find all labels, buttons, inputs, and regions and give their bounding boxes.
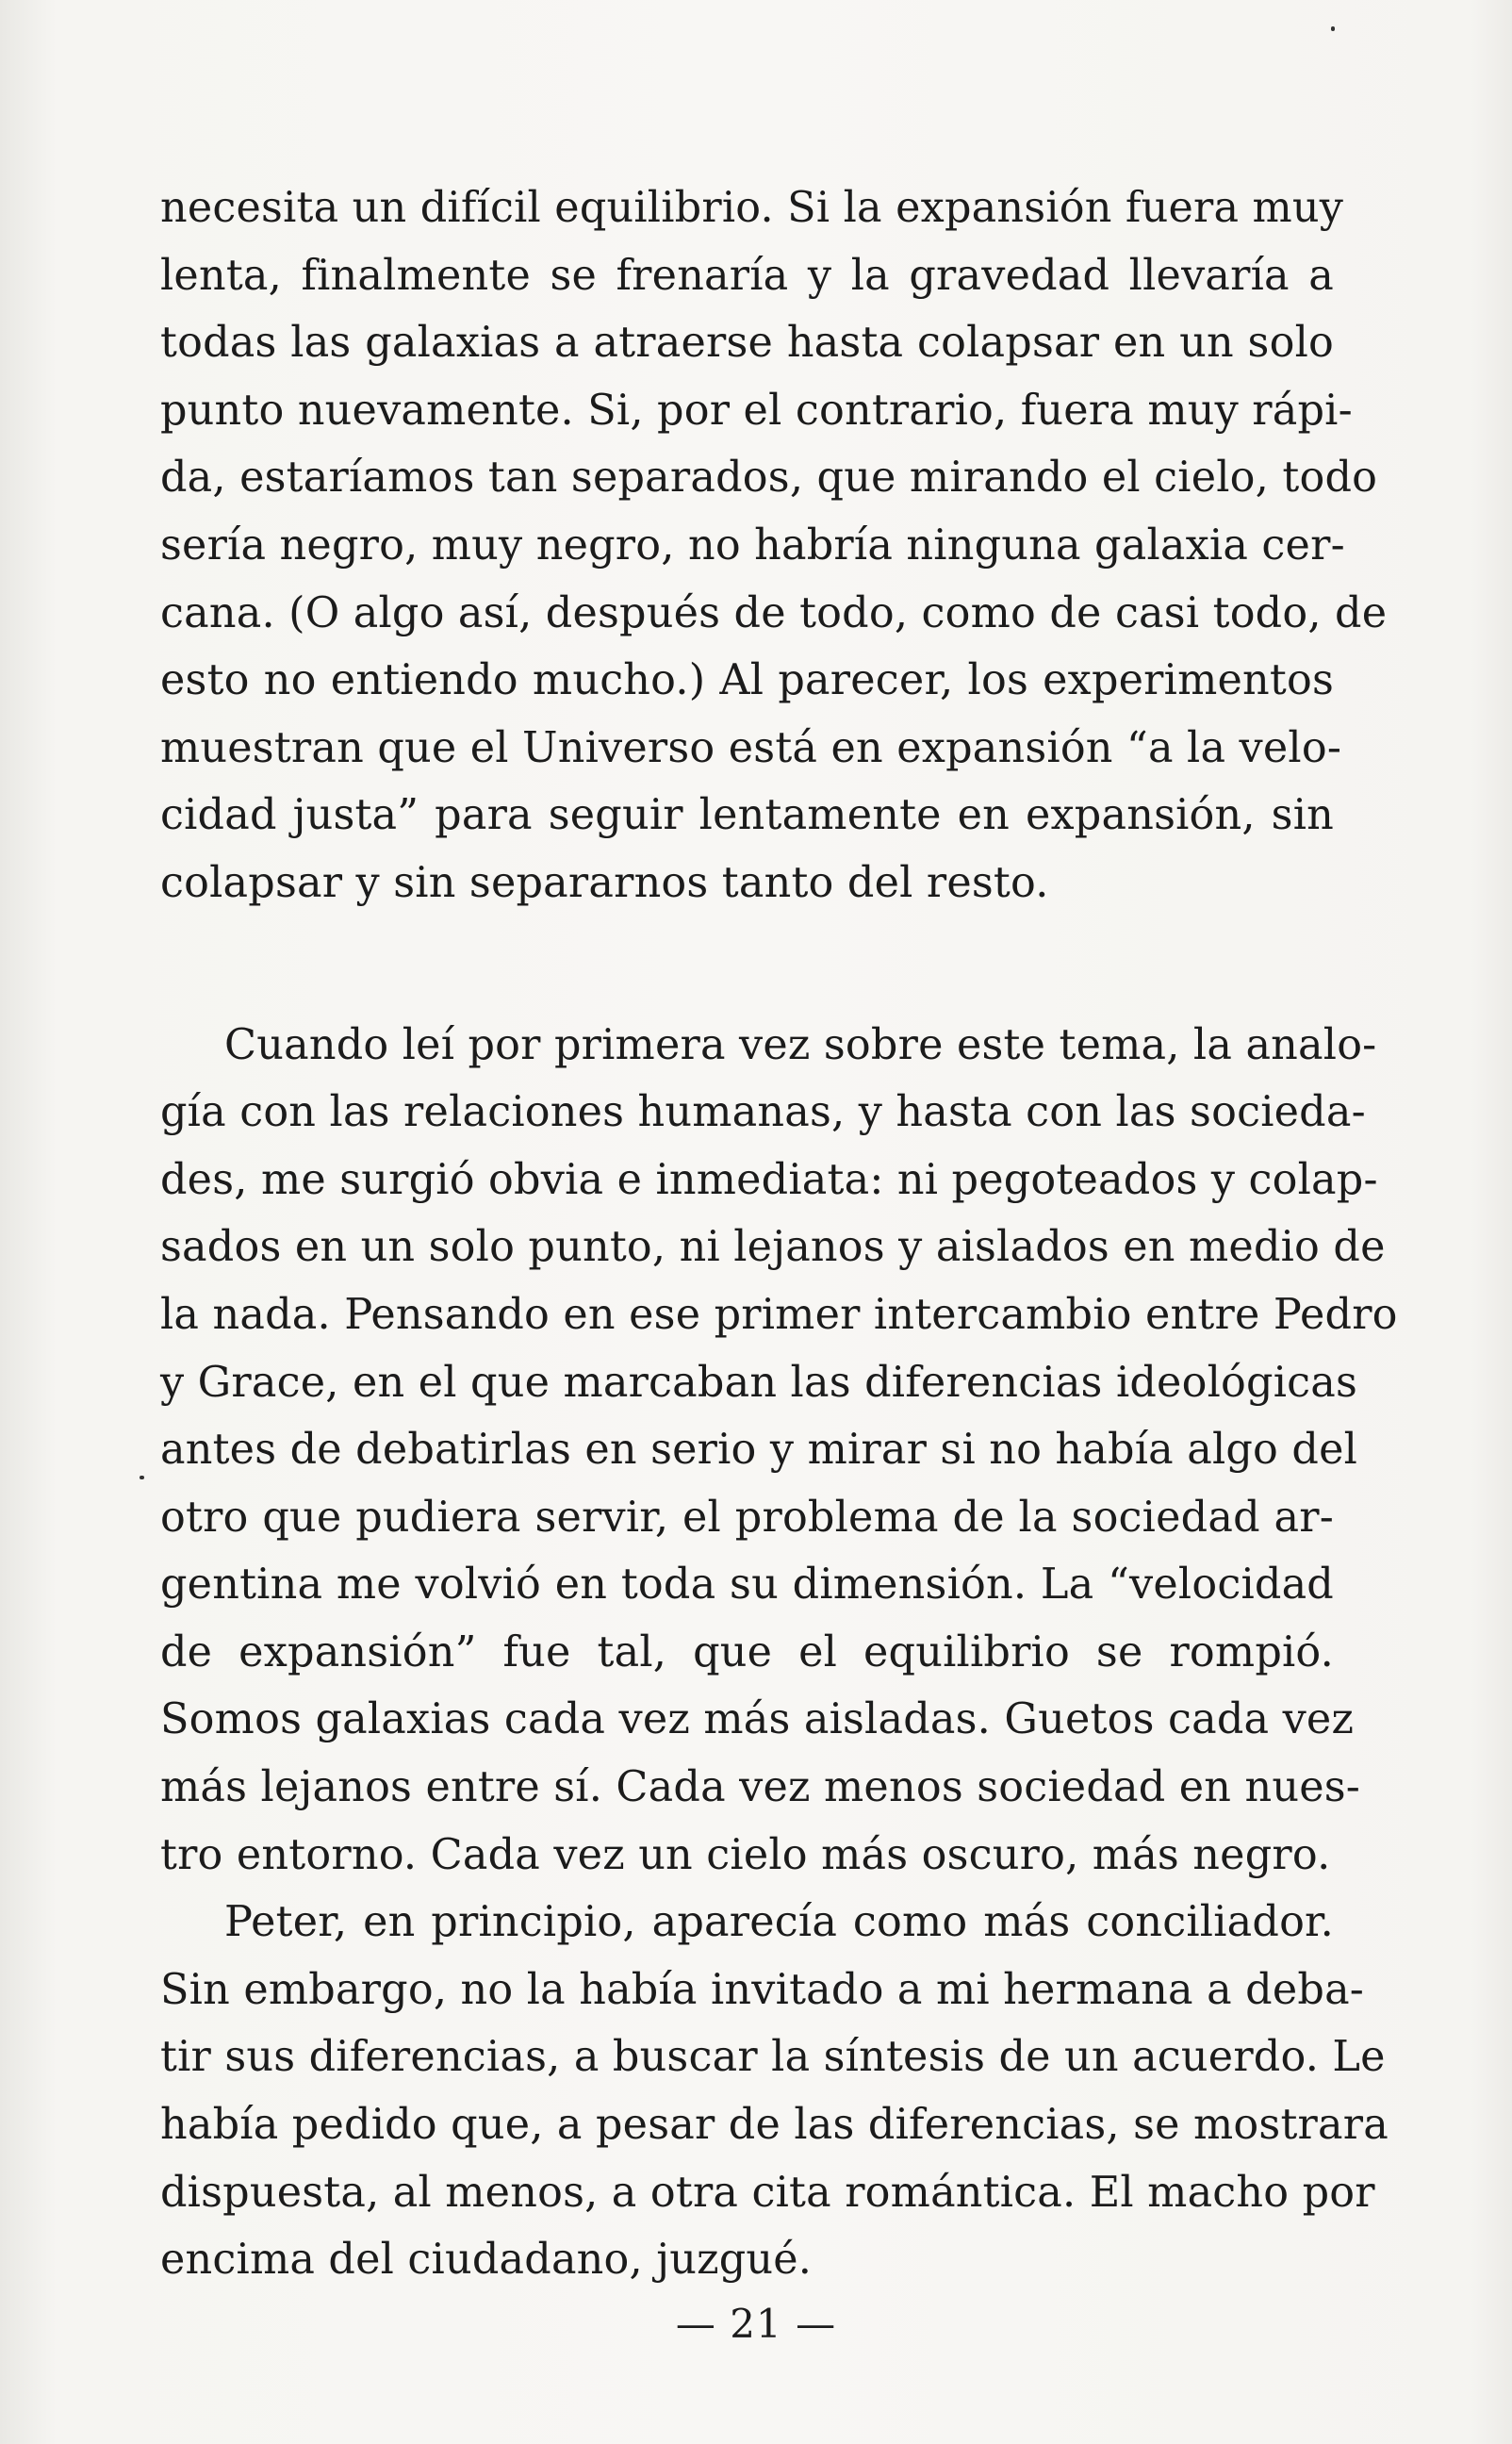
paragraph-2	[160, 1012, 1398, 1890]
paragraph-1	[160, 174, 1388, 917]
text-line: esto no entiendo mucho.) Al parecer, los experimentos	[160, 656, 1334, 705]
text-line: gentina me volvió en toda su dimensión. La “velocidad	[160, 1561, 1334, 1610]
text-line: la nada. Pensando en ese primer intercambio entre Pedro	[160, 1290, 1398, 1339]
text-line: cidad justa” para seguir lentamente en expansión, sin	[160, 791, 1334, 840]
text-line: encima del ciudadano, juzgué.	[160, 2236, 813, 2285]
text-line: tir sus diferencias, a buscar la síntesis de un acuerdo. Le	[160, 2033, 1386, 2082]
text-line: más lejanos entre sí. Cada vez menos sociedad en nues-	[160, 1763, 1361, 1812]
text-line: había pedido que, a pesar de las diferencias, se mostrara	[160, 2101, 1389, 2150]
text-line: sados en un solo punto, ni lejanos y aislados en medio de	[160, 1223, 1386, 1272]
paragraph-3	[160, 1889, 1389, 2294]
text-line: necesita un difícil equilibrio. Si la expansión fuera muy	[160, 184, 1344, 232]
text-line: sería negro, muy negro, no habría ninguna galaxia cer-	[160, 520, 1345, 570]
text-line: dispuesta, al menos, a otra cita romántica. El macho por	[160, 2168, 1375, 2217]
ink-speck	[1331, 26, 1335, 31]
text-line: da, estaríamos tan separados, que mirando el cielo, todo	[160, 454, 1378, 503]
text-line: lenta, finalmente se frenaría y la gravedad llevaría a	[160, 251, 1334, 300]
text-line: Sin embargo, no la había invitado a mi hermana a deba-	[160, 1965, 1365, 2014]
body-text	[160, 174, 1398, 2294]
text-line: muestran que el Universo está en expansión “a la velo-	[160, 723, 1342, 772]
page-number: — 21 —	[675, 2301, 837, 2347]
text-line: tro entorno. Cada vez un cielo más oscuro, más negro.	[160, 1830, 1331, 1879]
text-line: de expansión” fue tal, que el equilibrio se rompió.	[160, 1627, 1334, 1676]
text-line: Peter, en principio, aparecía como más conciliador.	[224, 1898, 1334, 1947]
text-line: gía con las relaciones humanas, y hasta con las socieda-	[160, 1088, 1366, 1137]
ink-speck	[140, 1476, 144, 1479]
text-line: antes de debatirlas en serio y mirar si no había algo del	[160, 1426, 1358, 1475]
text-line: Somos galaxias cada vez más aisladas. Guetos cada vez	[160, 1695, 1355, 1744]
text-line: otro que pudiera servir, el problema de la sociedad ar-	[160, 1493, 1334, 1542]
text-line: des, me surgió obvia e inmediata: ni pegoteados y colap-	[160, 1155, 1378, 1204]
text-line: y Grace, en el que marcaban las diferencias ideológicas	[160, 1358, 1358, 1407]
text-line: cana. (O algo así, después de todo, como de casi todo, de	[160, 588, 1388, 637]
text-line: Cuando leí por primera vez sobre este tema, la analo-	[224, 1020, 1377, 1069]
text-line: colapsar y sin separarnos tanto del resto.	[160, 858, 1049, 907]
text-line: punto nuevamente. Si, por el contrario, fuera muy rápi-	[160, 386, 1353, 435]
text-line: todas las galaxias a atraerse hasta colapsar en un solo	[160, 319, 1334, 368]
